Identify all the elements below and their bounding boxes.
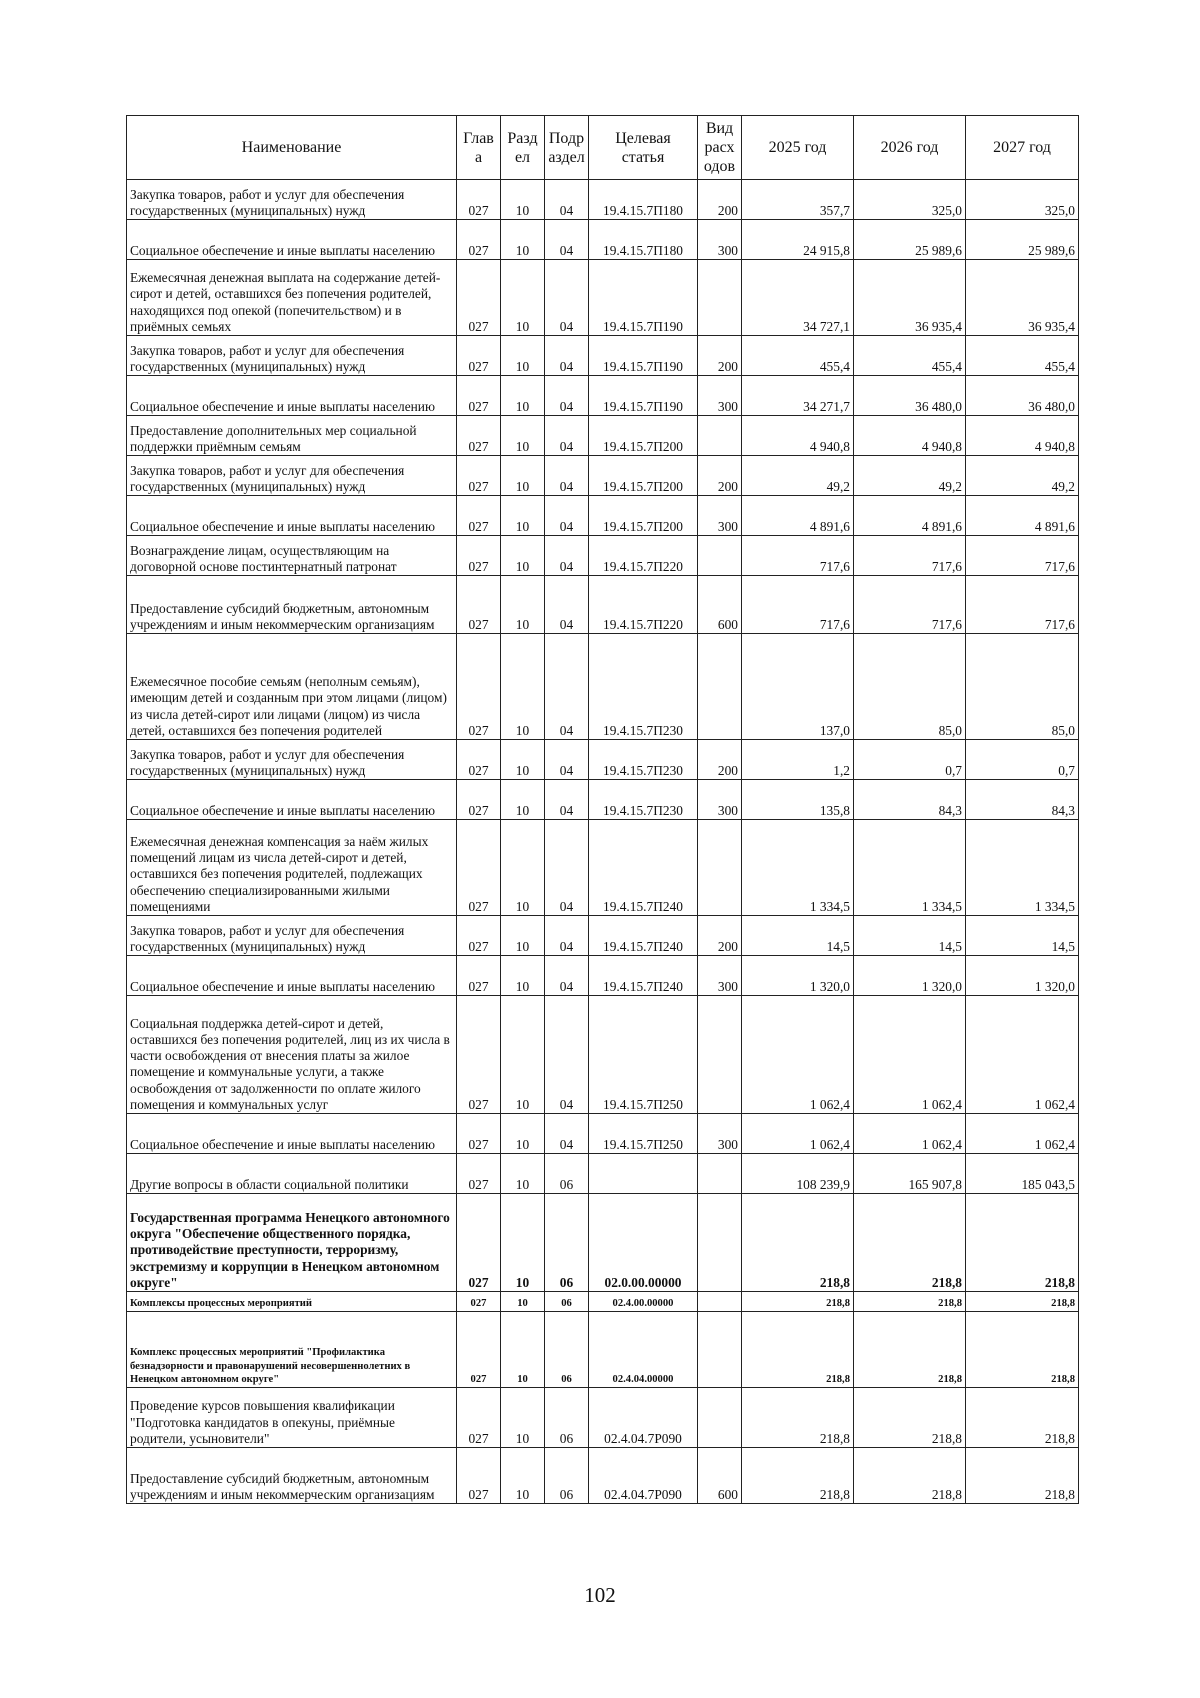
row-name: Социальное обеспечение и иные выплаты населению bbox=[127, 956, 457, 996]
row-name: Закупка товаров, работ и услуг для обеспечения государственных (муниципальных) нужд bbox=[127, 740, 457, 780]
row-podrazdel: 04 bbox=[545, 376, 589, 416]
row-glava: 027 bbox=[457, 1154, 501, 1194]
row-name: Закупка товаров, работ и услуг для обеспечения государственных (муниципальных) нужд bbox=[127, 336, 457, 376]
row-value-2027: 4 891,6 bbox=[966, 496, 1079, 536]
row-value-2026: 218,8 bbox=[854, 1194, 966, 1292]
row-glava: 027 bbox=[457, 634, 501, 740]
row-name: Закупка товаров, работ и услуг для обеспечения государственных (муниципальных) нужд bbox=[127, 456, 457, 496]
row-statya: 19.4.15.7П190 bbox=[589, 376, 698, 416]
row-razdel: 10 bbox=[501, 780, 545, 820]
row-value-2027: 1 062,4 bbox=[966, 1114, 1079, 1154]
table-header-row bbox=[127, 116, 1079, 180]
row-name: Закупка товаров, работ и услуг для обеспечения государственных (муниципальных) нужд bbox=[127, 916, 457, 956]
row-vid bbox=[698, 1312, 742, 1388]
row-vid: 300 bbox=[698, 496, 742, 536]
row-statya: 02.4.04.7Р090 bbox=[589, 1388, 698, 1448]
row-statya: 19.4.15.7П190 bbox=[589, 336, 698, 376]
row-value-2027: 14,5 bbox=[966, 916, 1079, 956]
table-row bbox=[127, 1388, 1079, 1448]
page-number: 102 bbox=[584, 1583, 616, 1607]
row-value-2025: 137,0 bbox=[742, 634, 854, 740]
header-2026: 2026 год bbox=[854, 116, 966, 180]
row-value-2027: 36 935,4 bbox=[966, 260, 1079, 336]
row-vid bbox=[698, 634, 742, 740]
row-value-2026: 84,3 bbox=[854, 780, 966, 820]
row-podrazdel: 04 bbox=[545, 536, 589, 576]
row-value-2026: 218,8 bbox=[854, 1448, 966, 1504]
row-podrazdel: 06 bbox=[545, 1312, 589, 1388]
row-value-2025: 34 727,1 bbox=[742, 260, 854, 336]
row-name: Государственная программа Ненецкого автономного округа "Обеспечение общественного порядка, противодействие преступности, терроризму, экстремизму и коррупции в Ненецком автономном округе" bbox=[127, 1194, 457, 1292]
table-row bbox=[127, 780, 1079, 820]
row-razdel: 10 bbox=[501, 1194, 545, 1292]
row-value-2025: 357,7 bbox=[742, 180, 854, 220]
row-value-2025: 1 062,4 bbox=[742, 1114, 854, 1154]
row-value-2027: 85,0 bbox=[966, 634, 1079, 740]
row-glava: 027 bbox=[457, 1114, 501, 1154]
row-razdel: 10 bbox=[501, 576, 545, 634]
table-row bbox=[127, 220, 1079, 260]
row-statya: 19.4.15.7П230 bbox=[589, 780, 698, 820]
row-value-2025: 455,4 bbox=[742, 336, 854, 376]
row-name: Комплекс процессных мероприятий "Профилактика безнадзорности и правонарушений несовершеннолетних в Ненецком автономном округе" bbox=[127, 1312, 457, 1388]
row-razdel: 10 bbox=[501, 1388, 545, 1448]
row-podrazdel: 06 bbox=[545, 1388, 589, 1448]
row-razdel: 10 bbox=[501, 220, 545, 260]
row-value-2026: 85,0 bbox=[854, 634, 966, 740]
row-value-2027: 4 940,8 bbox=[966, 416, 1079, 456]
row-glava: 027 bbox=[457, 1312, 501, 1388]
row-vid: 300 bbox=[698, 780, 742, 820]
row-value-2025: 218,8 bbox=[742, 1448, 854, 1504]
table-body bbox=[127, 180, 1079, 1504]
row-vid bbox=[698, 820, 742, 916]
row-name: Социальное обеспечение и иные выплаты населению bbox=[127, 496, 457, 536]
row-value-2025: 218,8 bbox=[742, 1388, 854, 1448]
row-glava: 027 bbox=[457, 376, 501, 416]
row-value-2026: 218,8 bbox=[854, 1388, 966, 1448]
row-statya: 19.4.15.7П240 bbox=[589, 916, 698, 956]
row-value-2027: 1 062,4 bbox=[966, 996, 1079, 1114]
row-value-2026: 717,6 bbox=[854, 536, 966, 576]
table-row bbox=[127, 1292, 1079, 1312]
row-statya: 19.4.15.7П240 bbox=[589, 820, 698, 916]
row-value-2026: 218,8 bbox=[854, 1312, 966, 1388]
row-podrazdel: 04 bbox=[545, 220, 589, 260]
row-glava: 027 bbox=[457, 740, 501, 780]
row-glava: 027 bbox=[457, 576, 501, 634]
row-name: Ежемесячная денежная компенсация за наём жилых помещений лицам из числа детей-сирот и детей, оставшихся без попечения родителей, подлежащих обеспечению специализированными жилыми помещениями bbox=[127, 820, 457, 916]
row-value-2026: 717,6 bbox=[854, 576, 966, 634]
row-statya: 19.4.15.7П220 bbox=[589, 576, 698, 634]
table-row bbox=[127, 416, 1079, 456]
row-podrazdel: 04 bbox=[545, 180, 589, 220]
row-value-2025: 49,2 bbox=[742, 456, 854, 496]
table-row bbox=[127, 1448, 1079, 1504]
row-value-2025: 218,8 bbox=[742, 1292, 854, 1312]
row-glava: 027 bbox=[457, 780, 501, 820]
row-value-2026: 14,5 bbox=[854, 916, 966, 956]
row-value-2026: 165 907,8 bbox=[854, 1154, 966, 1194]
row-statya bbox=[589, 1154, 698, 1194]
row-value-2027: 455,4 bbox=[966, 336, 1079, 376]
row-statya: 19.4.15.7П180 bbox=[589, 220, 698, 260]
row-name: Предоставление субсидий бюджетным, автономным учреждениям и иным некоммерческим организациям bbox=[127, 1448, 457, 1504]
row-vid bbox=[698, 416, 742, 456]
row-value-2026: 4 940,8 bbox=[854, 416, 966, 456]
row-razdel: 10 bbox=[501, 376, 545, 416]
row-podrazdel: 06 bbox=[545, 1154, 589, 1194]
row-glava: 027 bbox=[457, 536, 501, 576]
row-value-2026: 1 334,5 bbox=[854, 820, 966, 916]
row-value-2026: 455,4 bbox=[854, 336, 966, 376]
row-vid: 200 bbox=[698, 456, 742, 496]
row-value-2026: 1 062,4 bbox=[854, 1114, 966, 1154]
row-razdel: 10 bbox=[501, 820, 545, 916]
row-name: Закупка товаров, работ и услуг для обеспечения государственных (муниципальных) нужд bbox=[127, 180, 457, 220]
table-row bbox=[127, 996, 1079, 1114]
row-name: Предоставление дополнительных мер социальной поддержки приёмным семьям bbox=[127, 416, 457, 456]
table-row bbox=[127, 820, 1079, 916]
row-podrazdel: 04 bbox=[545, 956, 589, 996]
row-value-2026: 1 320,0 bbox=[854, 956, 966, 996]
row-vid: 600 bbox=[698, 1448, 742, 1504]
row-value-2027: 717,6 bbox=[966, 576, 1079, 634]
row-statya: 19.4.15.7П230 bbox=[589, 740, 698, 780]
row-value-2026: 325,0 bbox=[854, 180, 966, 220]
row-glava: 027 bbox=[457, 820, 501, 916]
row-name: Социальное обеспечение и иные выплаты населению bbox=[127, 376, 457, 416]
row-glava: 027 bbox=[457, 456, 501, 496]
row-podrazdel: 06 bbox=[545, 1292, 589, 1312]
header-glava: Глав а bbox=[457, 116, 501, 180]
row-razdel: 10 bbox=[501, 496, 545, 536]
table-row bbox=[127, 456, 1079, 496]
row-statya: 19.4.15.7П180 bbox=[589, 180, 698, 220]
row-value-2027: 25 989,6 bbox=[966, 220, 1079, 260]
row-value-2027: 218,8 bbox=[966, 1448, 1079, 1504]
row-statya: 02.4.04.00000 bbox=[589, 1312, 698, 1388]
row-value-2025: 717,6 bbox=[742, 536, 854, 576]
row-glava: 027 bbox=[457, 1388, 501, 1448]
header-name: Наименование bbox=[127, 116, 457, 180]
row-value-2027: 36 480,0 bbox=[966, 376, 1079, 416]
row-name: Вознаграждение лицам, осуществляющим на договорной основе постинтернатный патронат bbox=[127, 536, 457, 576]
row-podrazdel: 04 bbox=[545, 780, 589, 820]
row-value-2025: 108 239,9 bbox=[742, 1154, 854, 1194]
row-vid bbox=[698, 260, 742, 336]
table-row bbox=[127, 956, 1079, 996]
row-name: Комплексы процессных мероприятий bbox=[127, 1292, 457, 1312]
row-statya: 19.4.15.7П230 bbox=[589, 634, 698, 740]
row-glava: 027 bbox=[457, 1292, 501, 1312]
row-glava: 027 bbox=[457, 916, 501, 956]
row-vid: 300 bbox=[698, 220, 742, 260]
row-value-2025: 4 891,6 bbox=[742, 496, 854, 536]
row-glava: 027 bbox=[457, 496, 501, 536]
table-row bbox=[127, 1154, 1079, 1194]
row-value-2025: 14,5 bbox=[742, 916, 854, 956]
row-value-2025: 34 271,7 bbox=[742, 376, 854, 416]
row-name: Социальное обеспечение и иные выплаты населению bbox=[127, 1114, 457, 1154]
row-podrazdel: 04 bbox=[545, 336, 589, 376]
row-value-2027: 717,6 bbox=[966, 536, 1079, 576]
row-razdel: 10 bbox=[501, 1154, 545, 1194]
row-value-2025: 1 320,0 bbox=[742, 956, 854, 996]
row-glava: 027 bbox=[457, 956, 501, 996]
table-row bbox=[127, 1194, 1079, 1292]
row-glava: 027 bbox=[457, 220, 501, 260]
row-razdel: 10 bbox=[501, 180, 545, 220]
row-vid: 300 bbox=[698, 376, 742, 416]
header-podrazdel: Подр аздел bbox=[545, 116, 589, 180]
row-vid bbox=[698, 1388, 742, 1448]
row-razdel: 10 bbox=[501, 1448, 545, 1504]
row-name: Предоставление субсидий бюджетным, автономным учреждениям и иным некоммерческим организациям bbox=[127, 576, 457, 634]
row-value-2026: 4 891,6 bbox=[854, 496, 966, 536]
row-vid: 200 bbox=[698, 916, 742, 956]
row-name: Проведение курсов повышения квалификации "Подготовка кандидатов в опекуны, приёмные родители, усыновители" bbox=[127, 1388, 457, 1448]
row-razdel: 10 bbox=[501, 996, 545, 1114]
header-razdel: Разд ел bbox=[501, 116, 545, 180]
budget-table bbox=[126, 115, 1079, 1504]
row-glava: 027 bbox=[457, 180, 501, 220]
row-podrazdel: 04 bbox=[545, 456, 589, 496]
row-value-2025: 1 334,5 bbox=[742, 820, 854, 916]
table-row bbox=[127, 536, 1079, 576]
row-value-2026: 0,7 bbox=[854, 740, 966, 780]
row-value-2027: 218,8 bbox=[966, 1194, 1079, 1292]
row-podrazdel: 06 bbox=[545, 1448, 589, 1504]
row-name: Ежемесячное пособие семьям (неполным семьям), имеющим детей и созданным при этом лицами (лицом) из числа детей-сирот или лицами (лицом) из числа детей, оставшихся без попечения родителей bbox=[127, 634, 457, 740]
row-statya: 19.4.15.7П200 bbox=[589, 496, 698, 536]
row-value-2025: 135,8 bbox=[742, 780, 854, 820]
row-statya: 19.4.15.7П220 bbox=[589, 536, 698, 576]
row-glava: 027 bbox=[457, 1448, 501, 1504]
row-podrazdel: 04 bbox=[545, 740, 589, 780]
row-razdel: 10 bbox=[501, 536, 545, 576]
row-value-2026: 36 480,0 bbox=[854, 376, 966, 416]
row-podrazdel: 04 bbox=[545, 1114, 589, 1154]
table-row bbox=[127, 916, 1079, 956]
row-razdel: 10 bbox=[501, 260, 545, 336]
row-value-2025: 218,8 bbox=[742, 1312, 854, 1388]
row-razdel: 10 bbox=[501, 1114, 545, 1154]
row-vid bbox=[698, 1292, 742, 1312]
row-glava: 027 bbox=[457, 996, 501, 1114]
row-value-2026: 1 062,4 bbox=[854, 996, 966, 1114]
row-razdel: 10 bbox=[501, 740, 545, 780]
row-value-2025: 24 915,8 bbox=[742, 220, 854, 260]
row-value-2026: 25 989,6 bbox=[854, 220, 966, 260]
row-podrazdel: 04 bbox=[545, 496, 589, 536]
row-value-2025: 218,8 bbox=[742, 1194, 854, 1292]
table-row bbox=[127, 1114, 1079, 1154]
row-value-2027: 218,8 bbox=[966, 1312, 1079, 1388]
row-vid: 300 bbox=[698, 1114, 742, 1154]
table-row bbox=[127, 634, 1079, 740]
row-value-2027: 0,7 bbox=[966, 740, 1079, 780]
row-value-2025: 1,2 bbox=[742, 740, 854, 780]
row-statya: 02.4.00.00000 bbox=[589, 1292, 698, 1312]
row-vid: 600 bbox=[698, 576, 742, 634]
row-vid bbox=[698, 1154, 742, 1194]
row-glava: 027 bbox=[457, 416, 501, 456]
row-podrazdel: 04 bbox=[545, 916, 589, 956]
table-row bbox=[127, 496, 1079, 536]
row-statya: 19.4.15.7П250 bbox=[589, 1114, 698, 1154]
row-podrazdel: 04 bbox=[545, 996, 589, 1114]
row-vid: 300 bbox=[698, 956, 742, 996]
row-vid bbox=[698, 536, 742, 576]
table-row bbox=[127, 1312, 1079, 1388]
row-value-2027: 325,0 bbox=[966, 180, 1079, 220]
row-razdel: 10 bbox=[501, 916, 545, 956]
row-razdel: 10 bbox=[501, 634, 545, 740]
row-value-2027: 84,3 bbox=[966, 780, 1079, 820]
row-razdel: 10 bbox=[501, 956, 545, 996]
row-podrazdel: 04 bbox=[545, 416, 589, 456]
table-row bbox=[127, 260, 1079, 336]
row-value-2027: 49,2 bbox=[966, 456, 1079, 496]
row-podrazdel: 04 bbox=[545, 820, 589, 916]
row-value-2027: 218,8 bbox=[966, 1292, 1079, 1312]
row-name: Социальная поддержка детей-сирот и детей, оставшихся без попечения родителей, лиц из их числа в части освобождения от внесения платы за жилое помещение и коммунальные услуги, а также освобождения от задолженности по оплате жилого помещения и коммунальных услуг bbox=[127, 996, 457, 1114]
row-vid bbox=[698, 996, 742, 1114]
row-name: Ежемесячная денежная выплата на содержание детей-сирот и детей, оставшихся без попечения родителей, находящихся под опекой (попечительством) и в приёмных семьях bbox=[127, 260, 457, 336]
row-value-2025: 717,6 bbox=[742, 576, 854, 634]
header-statya: Целевая статья bbox=[589, 116, 698, 180]
row-razdel: 10 bbox=[501, 416, 545, 456]
row-value-2025: 1 062,4 bbox=[742, 996, 854, 1114]
row-vid: 200 bbox=[698, 740, 742, 780]
row-value-2026: 36 935,4 bbox=[854, 260, 966, 336]
table-row bbox=[127, 336, 1079, 376]
row-podrazdel: 06 bbox=[545, 1194, 589, 1292]
header-2025: 2025 год bbox=[742, 116, 854, 180]
row-statya: 19.4.15.7П250 bbox=[589, 996, 698, 1114]
row-statya: 02.4.04.7Р090 bbox=[589, 1448, 698, 1504]
row-name: Другие вопросы в области социальной политики bbox=[127, 1154, 457, 1194]
table-row bbox=[127, 180, 1079, 220]
row-vid bbox=[698, 1194, 742, 1292]
row-statya: 19.4.15.7П240 bbox=[589, 956, 698, 996]
row-vid: 200 bbox=[698, 180, 742, 220]
row-value-2026: 218,8 bbox=[854, 1292, 966, 1312]
row-podrazdel: 04 bbox=[545, 634, 589, 740]
row-razdel: 10 bbox=[501, 1312, 545, 1388]
row-podrazdel: 04 bbox=[545, 576, 589, 634]
header-2027: 2027 год bbox=[966, 116, 1079, 180]
row-razdel: 10 bbox=[501, 456, 545, 496]
row-value-2027: 185 043,5 bbox=[966, 1154, 1079, 1194]
header-vid: Вид расх одов bbox=[698, 116, 742, 180]
row-statya: 19.4.15.7П190 bbox=[589, 260, 698, 336]
table-row bbox=[127, 740, 1079, 780]
row-name: Социальное обеспечение и иные выплаты населению bbox=[127, 220, 457, 260]
row-glava: 027 bbox=[457, 336, 501, 376]
row-statya: 19.4.15.7П200 bbox=[589, 456, 698, 496]
row-value-2025: 4 940,8 bbox=[742, 416, 854, 456]
row-statya: 19.4.15.7П200 bbox=[589, 416, 698, 456]
row-value-2026: 49,2 bbox=[854, 456, 966, 496]
row-name: Социальное обеспечение и иные выплаты населению bbox=[127, 780, 457, 820]
row-glava: 027 bbox=[457, 1194, 501, 1292]
row-value-2027: 1 320,0 bbox=[966, 956, 1079, 996]
row-vid: 200 bbox=[698, 336, 742, 376]
table-row bbox=[127, 576, 1079, 634]
row-razdel: 10 bbox=[501, 1292, 545, 1312]
row-podrazdel: 04 bbox=[545, 260, 589, 336]
row-glava: 027 bbox=[457, 260, 501, 336]
row-razdel: 10 bbox=[501, 336, 545, 376]
table-row bbox=[127, 376, 1079, 416]
row-statya: 02.0.00.00000 bbox=[589, 1194, 698, 1292]
row-value-2027: 218,8 bbox=[966, 1388, 1079, 1448]
row-value-2027: 1 334,5 bbox=[966, 820, 1079, 916]
